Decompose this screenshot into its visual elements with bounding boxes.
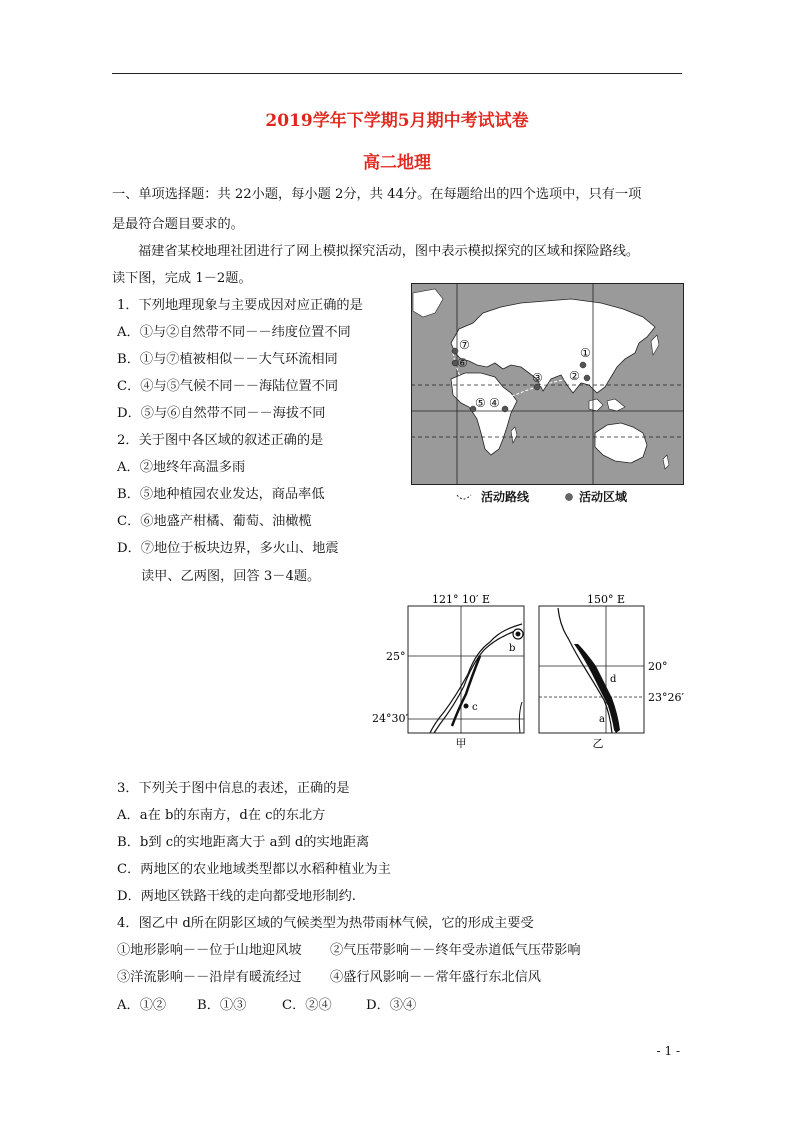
q2-option-c: C．⑥地盛产柑橘、葡萄、油橄榄 — [117, 514, 312, 529]
legend-area-label: 活动区域 — [579, 490, 628, 504]
world-map — [411, 283, 684, 508]
q4-stem: 4．图乙中 d所在阴影区域的气候类型为热带雨林气候，它的形成主要受 — [117, 916, 534, 931]
q2-option-b: B．⑤地种植园农业发达，商品率低 — [117, 487, 325, 502]
q1-option-b: B．①与⑦植被相似－－大气环流相同 — [117, 352, 338, 367]
jia-point-b: b — [509, 643, 516, 654]
map-label-6: ⑥ — [457, 356, 468, 370]
q3-option-d: D．两地区铁路干线的走向都受地形制约. — [117, 889, 356, 904]
yi-longitude-label: 150° E — [586, 593, 626, 606]
q2-option-a: A．②地终年高温多雨 — [117, 460, 246, 475]
q1-option-c: C．④与⑤气候不同－－海陆位置不同 — [117, 379, 339, 394]
yi-caption: 乙 — [592, 737, 604, 750]
exam-subject: 高二地理 — [363, 153, 431, 173]
jia-lat-2430: 24°30′ — [372, 712, 408, 725]
yi-point-a: a — [599, 714, 605, 725]
q4-option-b: B．①③ — [197, 998, 247, 1013]
jia-caption: 甲 — [455, 737, 467, 750]
intro-line2: 读下图，完成 1－2题。 — [112, 271, 252, 286]
yi-lat-20: 20° — [648, 660, 668, 673]
map-label-2: ② — [569, 369, 580, 383]
legend-route-label: 活动路线 — [481, 490, 530, 504]
map-label-4: ④ — [489, 396, 500, 410]
map-label-7: ⑦ — [459, 338, 470, 352]
q4-statement-3: ③洋流影响－－沿岸有暖流经过 — [117, 970, 302, 985]
section-heading-line2: 是最符合题目要求的。 — [112, 217, 244, 232]
jia-lat-25: 25° — [386, 650, 406, 663]
map-yi — [538, 590, 688, 750]
jia-point-c: c — [472, 702, 478, 713]
q4-statement-1: ①地形影响－－位于山地迎风坡 — [117, 943, 302, 958]
q1-option-a: A．①与②自然带不同－－纬度位置不同 — [117, 325, 351, 340]
q3-option-c: C．两地区的农业地域类型都以水稻种植业为主 — [117, 862, 391, 877]
q4-statement-2: ②气压带影响－－终年受赤道低气压带影响 — [330, 943, 581, 958]
q4-option-d: D．③④ — [366, 998, 417, 1013]
jia-longitude-label: 121° 10′ E — [431, 593, 491, 606]
q4-statement-4: ④盛行风影响－－常年盛行东北信风 — [330, 970, 541, 985]
q3-option-a: A．a在 b的东南方，d在 c的东北方 — [117, 808, 326, 823]
map-label-3: ③ — [532, 371, 543, 385]
map-jia — [372, 590, 532, 750]
yi-lat-2326: 23°26′ — [648, 691, 684, 704]
map-label-5: ⑤ — [475, 396, 486, 410]
q2-option-d: D．⑦地位于板块边界，多火山、地震 — [117, 541, 339, 556]
exam-title: 2019学年下学期5月期中考试试卷 — [265, 111, 529, 131]
q1-option-d: D．⑤与⑥自然带不同－－海拔不同 — [117, 406, 326, 421]
q4-option-c: C．②④ — [282, 998, 332, 1013]
intro-q3-4: 读甲、乙两图，回答 3－4题。 — [141, 569, 321, 584]
yi-point-d: d — [610, 674, 617, 685]
header-rule — [112, 73, 682, 74]
q4-option-a: A．①② — [117, 998, 167, 1013]
page-number: - 1 - — [656, 1044, 680, 1058]
q2-stem: 2．关于图中各区域的叙述正确的是 — [117, 433, 324, 448]
section-heading-line1: 一、单项选择题：共 22小题，每小题 2分，共 44分。在每题给出的四个选项中，只有一项 — [112, 187, 642, 202]
q3-option-b: B．b到 c的实地距离大于 a到 d的实地距离 — [117, 835, 370, 850]
map-label-1: ① — [580, 346, 591, 360]
q3-stem: 3．下列关于图中信息的表述，正确的是 — [117, 781, 350, 796]
intro-line1: 福建省某校地理社团进行了网上模拟探究活动，图中表示模拟探究的区域和探险路线。 — [138, 244, 640, 259]
q1-stem: 1．下列地理现象与主要成因对应正确的是 — [117, 298, 363, 313]
